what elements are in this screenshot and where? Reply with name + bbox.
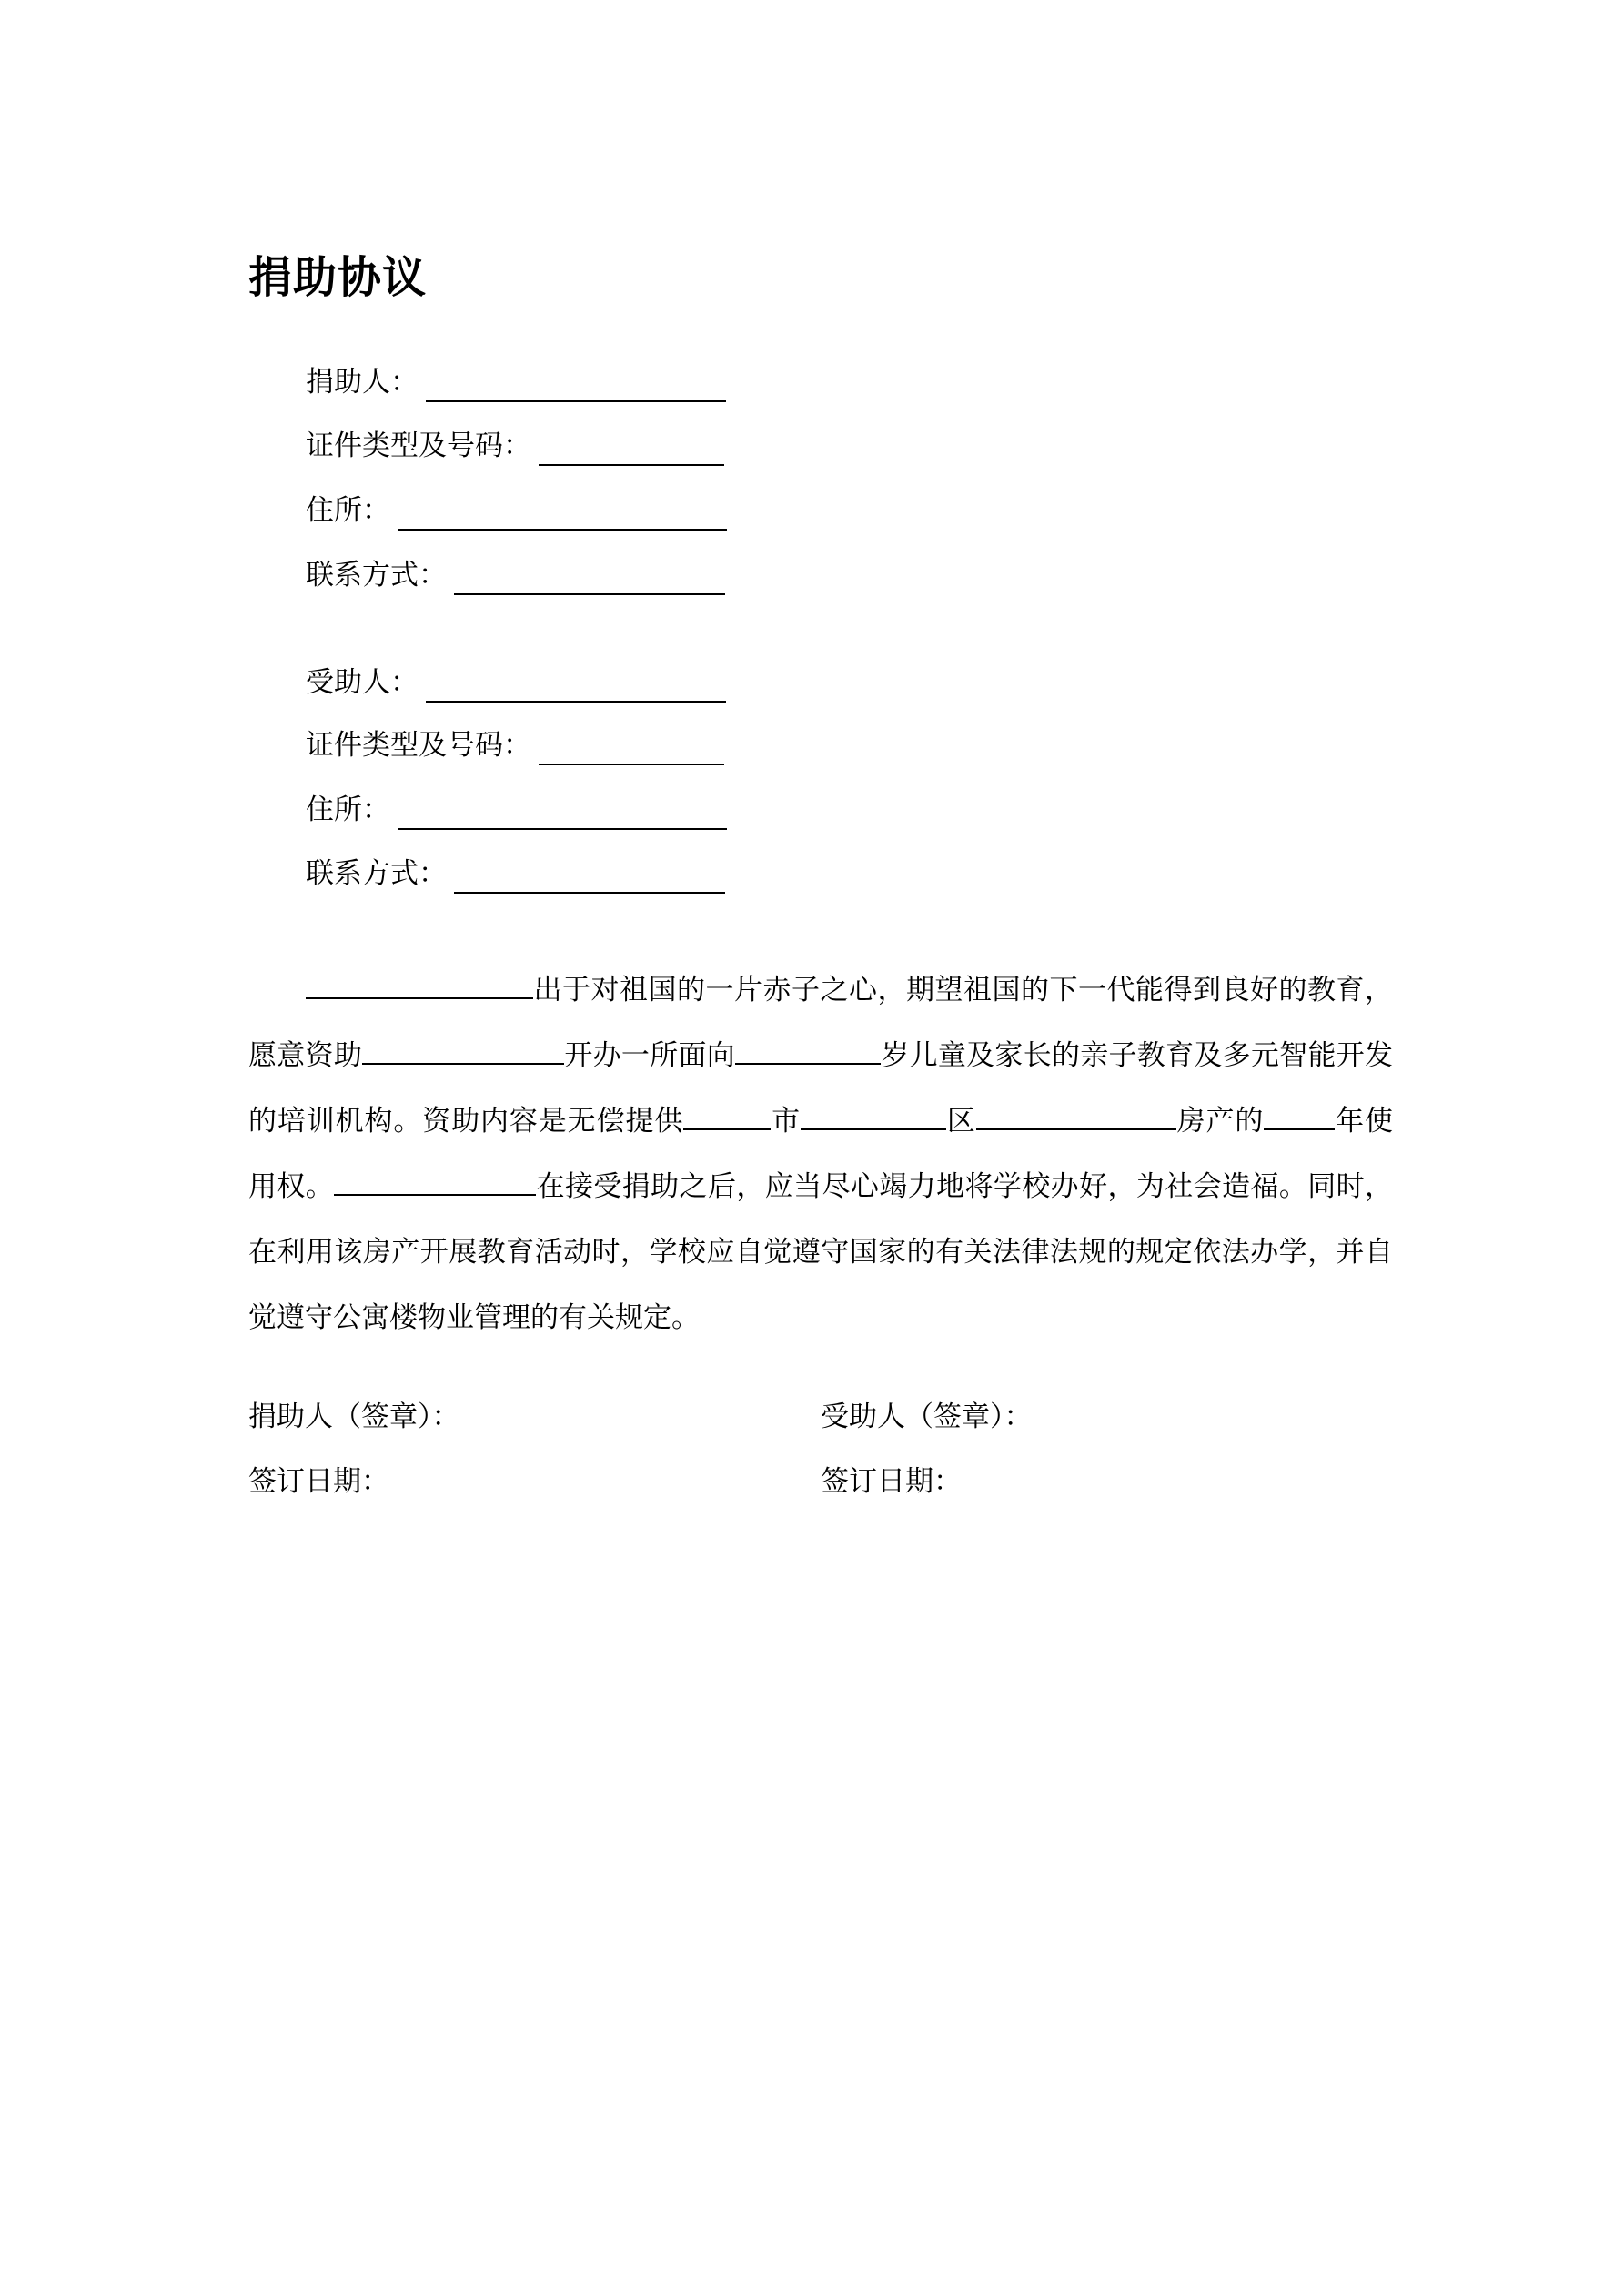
recipient-address-row (306, 790, 727, 830)
city-blank (683, 1101, 771, 1130)
donor-date-label: 签订日期： (248, 1465, 389, 1498)
property-blank (976, 1101, 1176, 1130)
recipient-name-row (306, 663, 726, 703)
donor-name-blank (426, 368, 726, 402)
recipient-address-blank (398, 795, 727, 830)
donor-signature-label: 捐助人（签章）： (248, 1401, 460, 1433)
recipient-id-label: 证件类型及号码： (306, 729, 531, 762)
years-blank (1264, 1101, 1335, 1130)
donor-id-row (306, 426, 724, 466)
recipient-contact-label: 联系方式： (306, 857, 447, 890)
body-seg-8: 在接受捐助之后，应当尽心竭力地将学校办好，为社会造福。同时，在利用该房产开展教育活动时，学校应自觉遵守国家的有关法律法规的规定依法办学，并自觉遵守公寓楼物业管理的有关规定。 (248, 1170, 1394, 1334)
recipient-id-row (306, 725, 724, 765)
document-title: 捐助协议 (248, 252, 428, 303)
donor-contact-row (306, 555, 725, 595)
recipient-signature-label: 受助人（签章）： (821, 1401, 1033, 1433)
recipient-id-blank (539, 731, 724, 765)
donor-contact-label: 联系方式： (306, 559, 447, 592)
body-seg-6: 房产的 (1175, 1105, 1265, 1138)
body-seg-2: 开办一所面向 (564, 1039, 736, 1072)
body-seg-1: 出于对祖国的一片赤子之心，期望祖国的下一代能得到良好的教育，愿意资助 (248, 974, 1393, 1072)
recipient-date-label: 签订日期： (821, 1465, 962, 1498)
donor-address-blank (398, 496, 727, 531)
funded-party-blank (362, 1036, 564, 1065)
body-seg-5: 区 (945, 1105, 976, 1138)
donor-id-blank (539, 431, 724, 466)
donor-name-label: 捐助人： (306, 366, 419, 399)
donor-id-label: 证件类型及号码： (306, 430, 531, 462)
donor-contact-blank (454, 561, 725, 595)
age-blank (735, 1036, 881, 1065)
recipient-contact-row (306, 854, 725, 894)
donor-address-row (306, 491, 727, 531)
recipient-contact-blank (454, 859, 725, 894)
agreement-body (248, 957, 1393, 1350)
body-seg-4: 市 (771, 1105, 801, 1138)
recipient-name-label: 受助人： (306, 666, 419, 699)
donor-blank (306, 970, 533, 999)
recipient-blank (334, 1167, 536, 1196)
body-seg-7: 年使用权。 (248, 1105, 1394, 1203)
district-blank (801, 1101, 946, 1130)
donor-name-row (306, 362, 726, 402)
recipient-name-blank (426, 668, 726, 703)
recipient-address-label: 住所： (306, 794, 390, 826)
donor-address-label: 住所： (306, 494, 390, 527)
body-seg-3: 岁儿童及家长的亲子教育及多元智能开发的培训机构。资助内容是无偿提供 (248, 1039, 1394, 1138)
